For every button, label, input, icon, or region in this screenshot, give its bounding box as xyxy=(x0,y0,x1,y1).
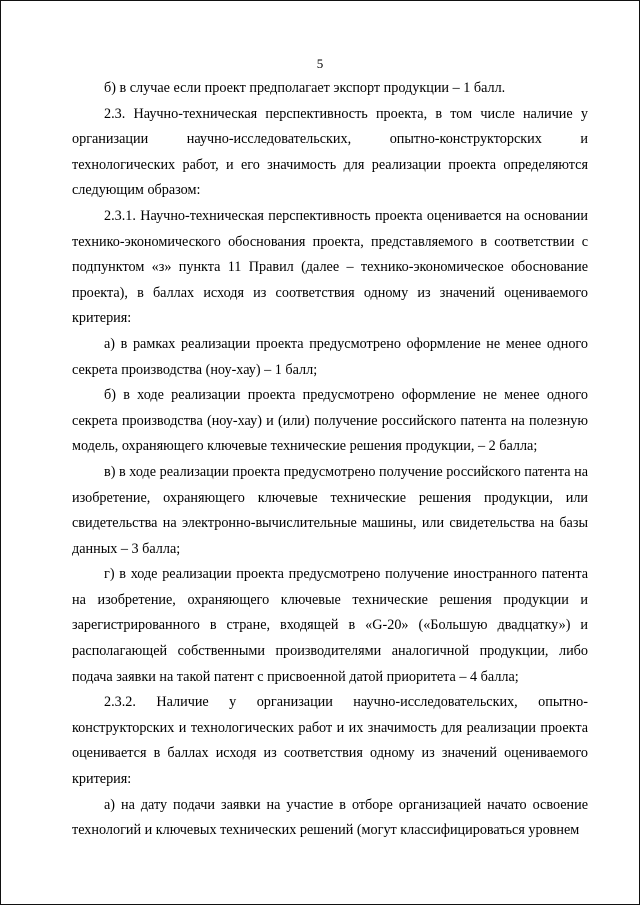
page-number: 5 xyxy=(316,56,324,71)
paragraph-criterion-b: б) в ходе реализации проекта предусмотрено оформление не менее одного секрета производства (ноу-хау) и (или) получение российского патента на полезную модель, охраняющего ключевые технические решения продукции, – 2 балла; xyxy=(72,387,588,455)
paragraph-criterion-g: г) в ходе реализации проекта предусмотрено получение иностранного патента на изобретение, охраняющего ключевые технические решения продукции и зарегистрированного в стране, входящей в «G-20» («Большую двадцатку») и располагающей собственными производителями аналогичной продукции, либо подача заявки на такой патент с присвоенной датой приоритета – 4 балла; xyxy=(72,566,588,685)
paragraph-criterion-a: а) в рамках реализации проекта предусмотрено оформление не менее одного секрета производства (ноу-хау) – 1 балл; xyxy=(72,335,588,378)
paragraph-2-3-2-a: а) на дату подачи заявки на участие в отборе организацией начато освоение технологий и ключевых технических решений (могут классифицироваться уровнем xyxy=(72,796,588,839)
paragraph-criterion-v: в) в ходе реализации проекта предусмотрено получение российского патента на изобретение, охраняющего ключевые технические решения продукции, или свидетельства на электронно-вычислительные машины, или свидетельства на базы данных – 3 балла; xyxy=(72,463,588,557)
paragraph-export-points: б) в случае если проект предполагает экспорт продукции – 1 балл. xyxy=(104,80,506,96)
paragraph-2-3-2: 2.3.2. Наличие у организации научно-исследовательских, опытно-конструкторских и технологических работ и их значимость для реализации проекта оценивается в баллах исходя из соответствия одному из значений оцениваемого критерия: xyxy=(72,694,588,788)
document-body xyxy=(72,76,588,844)
paragraph-2-3: 2.3. Научно-техническая перспективность проекта, в том числе наличие у организации научно-исследовательских, опытно-конструкторских и технологических работ, и его значимость для реализации проекта определяются следующим образом: xyxy=(72,105,588,199)
paragraph-2-3-1: 2.3.1. Научно-техническая перспективность проекта оценивается на основании технико-экономического обоснования проекта, представляемого в соответствии с подпунктом «з» пункта 11 Правил (далее – технико-экономическое обоснование проекта), в баллах исходя из соответствия одному из значений оцениваемого критерия: xyxy=(72,207,588,327)
